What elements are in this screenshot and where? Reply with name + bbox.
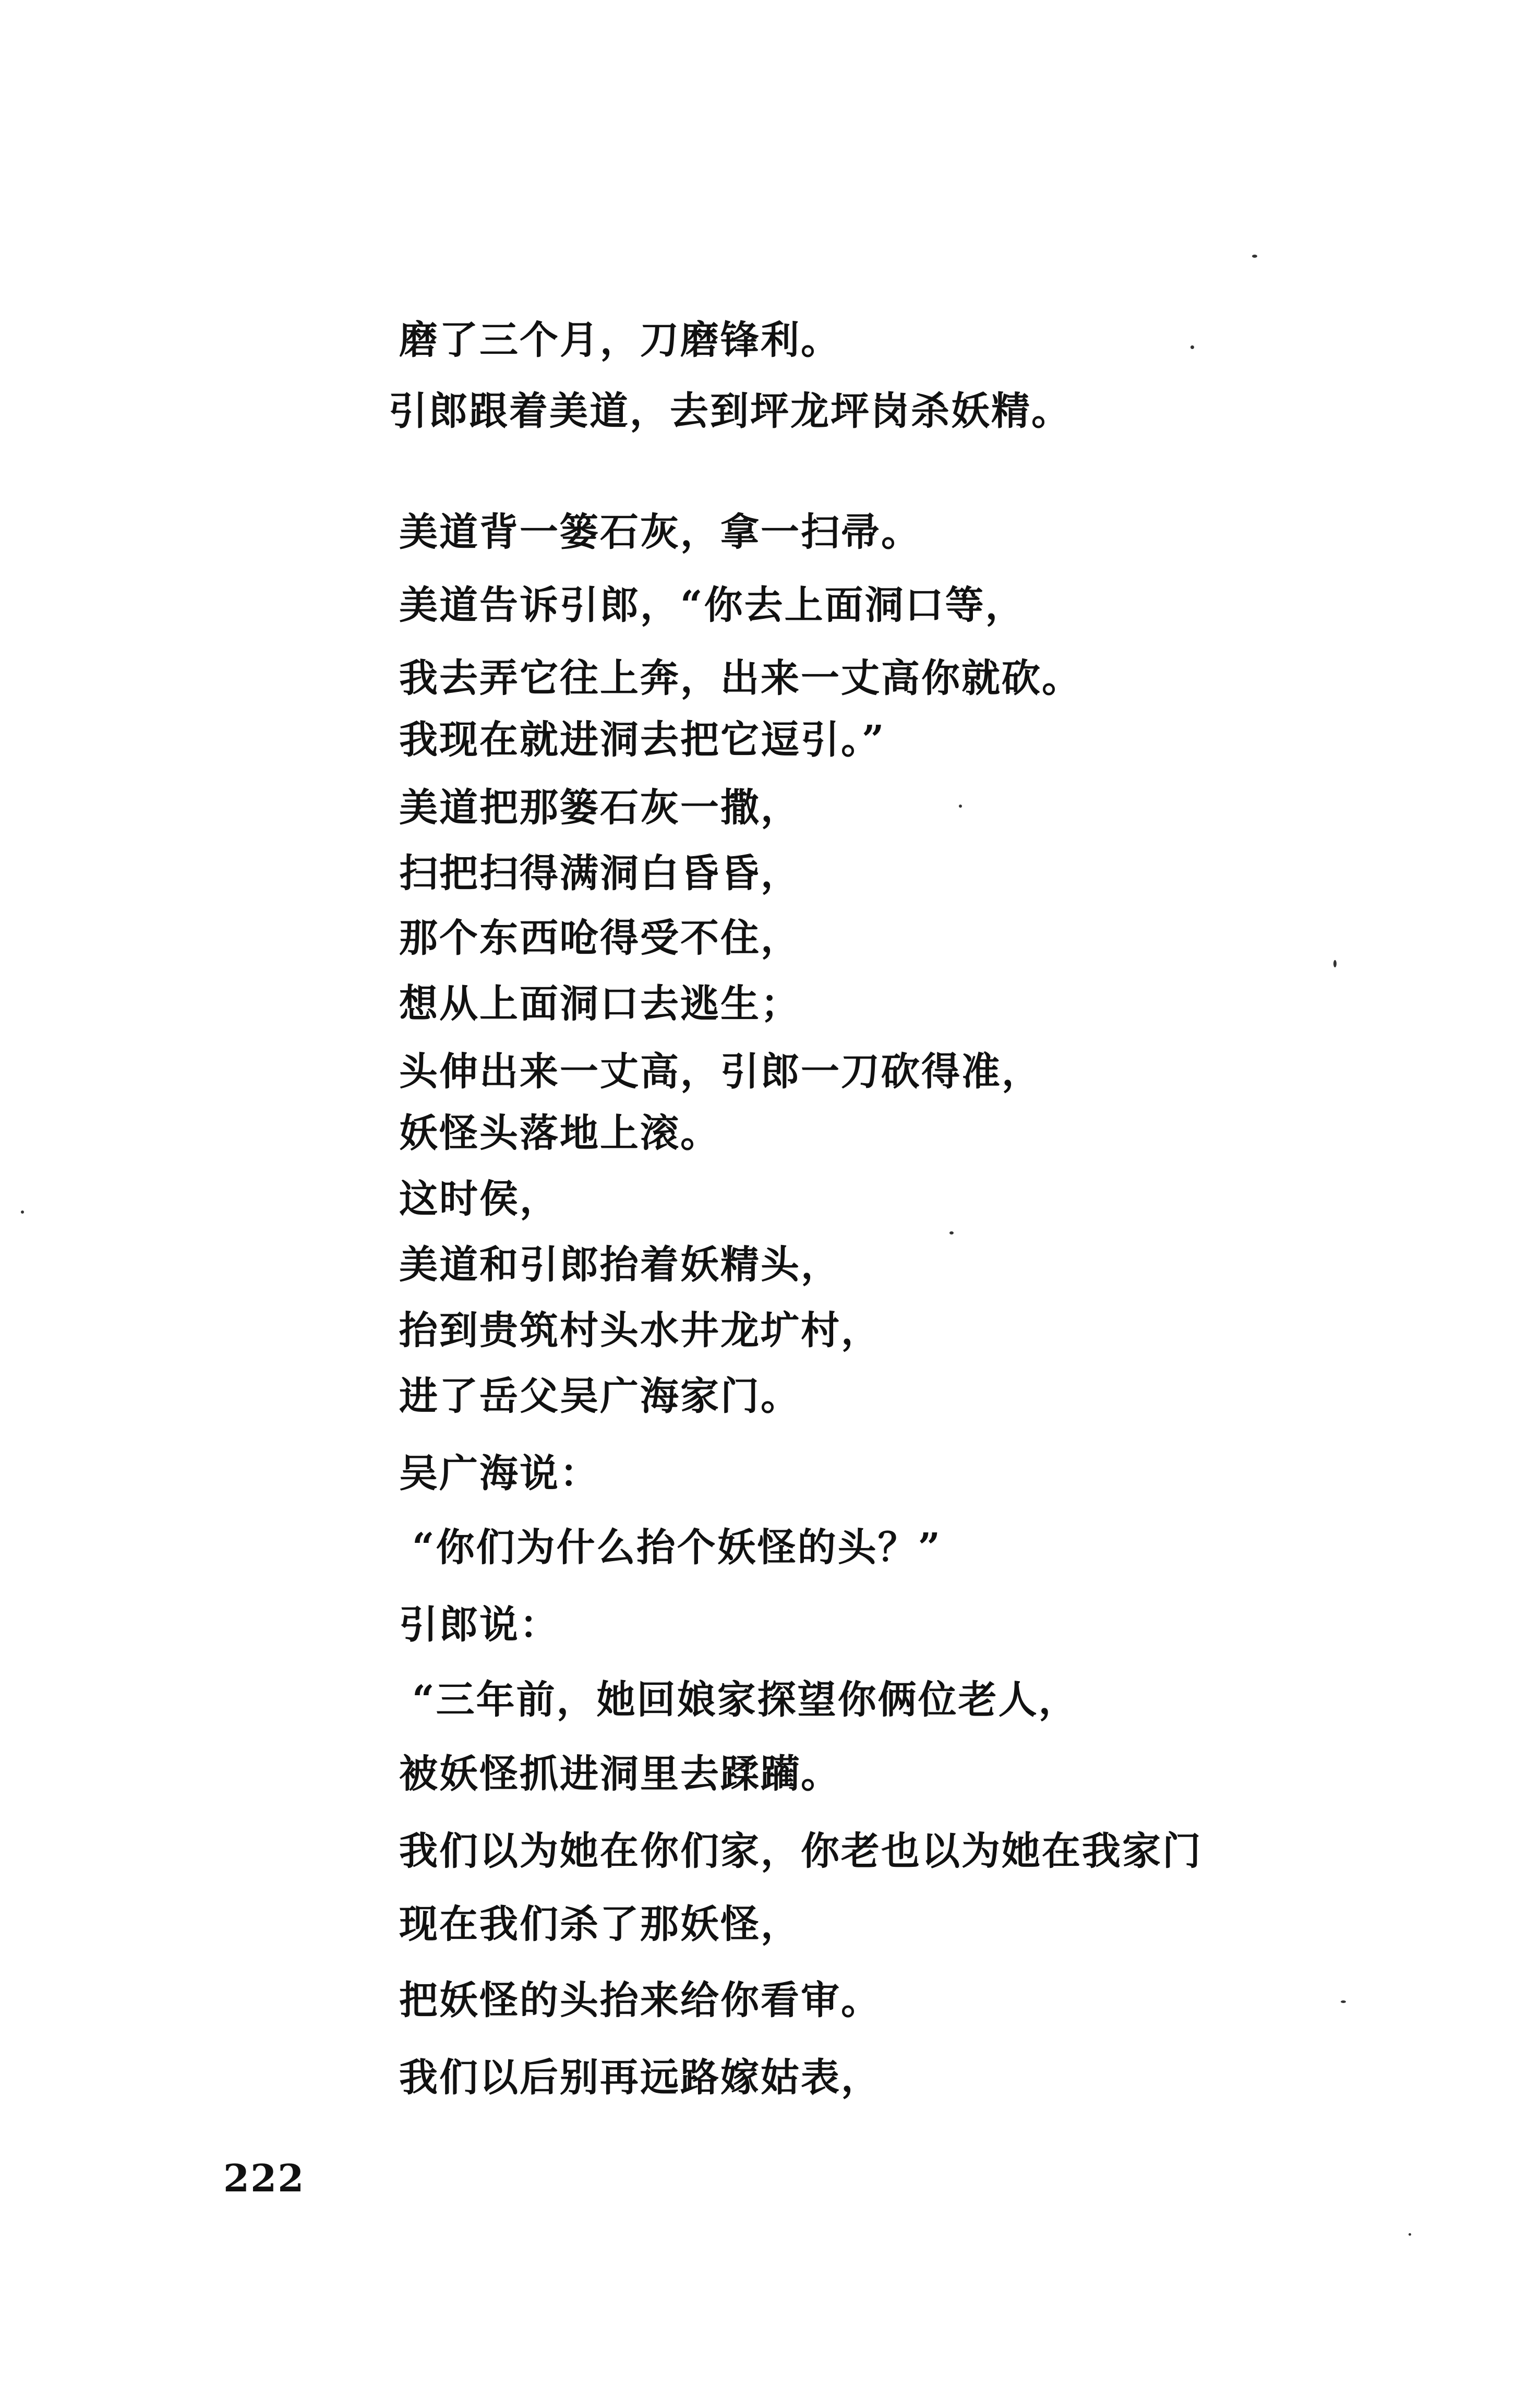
verse-line: 我现在就进洞去把它逗引。” bbox=[399, 717, 886, 762]
verse-line: 妖怪头落地上滚。 bbox=[399, 1111, 720, 1156]
scan-speck bbox=[949, 1231, 954, 1234]
scan-speck bbox=[959, 805, 962, 808]
verse-line: 美道把那篓石灰一撒， bbox=[399, 785, 801, 830]
verse-line: 头伸出来一丈高，引郎一刀砍得准， bbox=[399, 1049, 1042, 1094]
verse-line: 把妖怪的头抬来给你看审。 bbox=[399, 1978, 881, 2023]
verse-line: 这时侯， bbox=[399, 1177, 560, 1221]
verse-line: 被妖怪抓进洞里去蹂躏。 bbox=[399, 1752, 841, 1796]
verse-line: 我去弄它往上奔，出来一丈高你就砍。 bbox=[399, 656, 1082, 701]
scan-speck bbox=[1341, 2000, 1346, 2003]
verse-line: 扫把扫得满洞白昏昏， bbox=[399, 851, 801, 896]
verse-line: 那个东西呛得受不住， bbox=[399, 916, 801, 961]
verse-line: 我们以后别再远路嫁姑表， bbox=[399, 2055, 881, 2100]
page-number: 222 bbox=[223, 2156, 305, 2200]
verse-line: 美道和引郎抬着妖精头， bbox=[399, 1242, 841, 1287]
verse-line: 抬到贵筑村头水井龙圹村， bbox=[399, 1308, 881, 1353]
verse-line: 美道背一篓石灰，拿一扫帚。 bbox=[399, 510, 921, 555]
verse-line: 我们以为她在你们家，你老也以为她在我家门 bbox=[399, 1829, 1202, 1874]
scan-speck bbox=[1333, 960, 1337, 967]
verse-line: 现在我们杀了那妖怪， bbox=[399, 1902, 801, 1947]
verse-line: 进了岳父吴广海家门。 bbox=[399, 1374, 801, 1419]
verse-line: 引郎说： bbox=[399, 1602, 560, 1647]
scan-speck bbox=[1409, 2233, 1411, 2236]
verse-line: 美道告诉引郎，“你去上面洞口等， bbox=[399, 583, 1026, 628]
verse-line: 磨了三个月，刀磨锋利。 bbox=[399, 318, 841, 363]
verse-line: 引郎跟着美道，去到坪龙坪岗杀妖精。 bbox=[389, 389, 1072, 434]
verse-line: 吴广海说： bbox=[399, 1451, 600, 1496]
scan-speck bbox=[21, 1210, 24, 1214]
scan-speck bbox=[1190, 345, 1194, 349]
verse-line: “三年前，她回娘家探望你俩位老人， bbox=[412, 1677, 1079, 1722]
verse-line: 想从上面洞口去逃生； bbox=[399, 981, 801, 1026]
scan-speck bbox=[1252, 255, 1257, 258]
verse-line: “你们为什么抬个妖怪的头？” bbox=[412, 1525, 942, 1570]
